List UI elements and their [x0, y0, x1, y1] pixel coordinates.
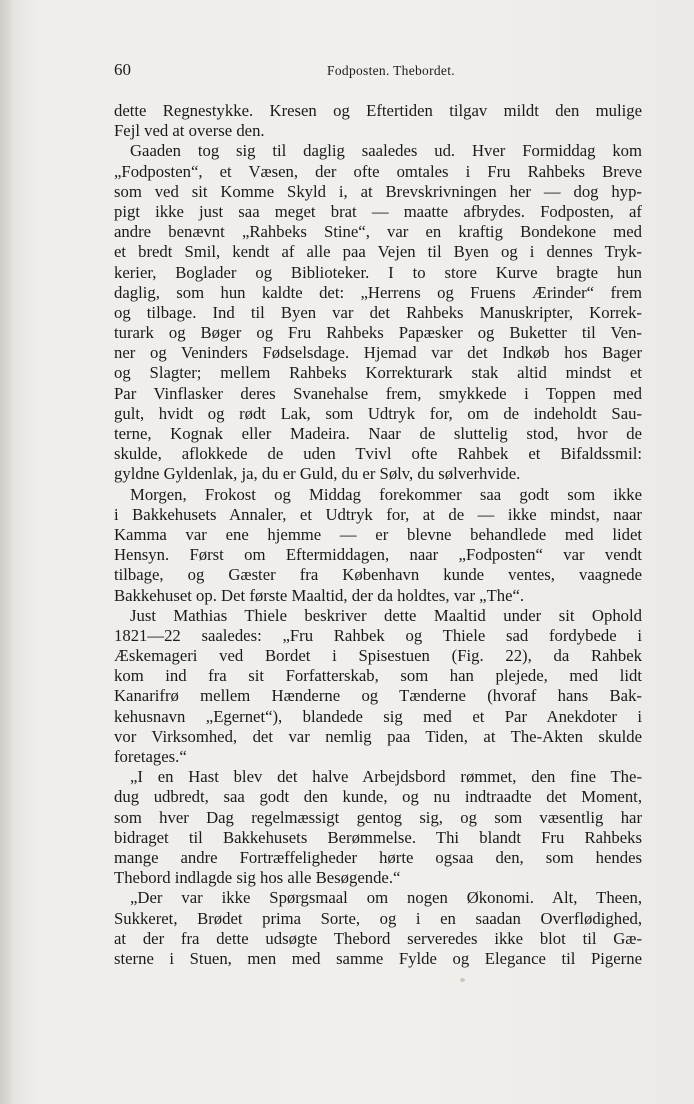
text-line: foretages.“	[114, 747, 187, 766]
text-line: pigt ikke just saa meget brat — maatte afbrydes. Fodposten, af	[114, 201, 642, 221]
text-line: gyldne Gyldenlak, ja, du er Guld, du er Sølv, du sølverhvide.	[114, 464, 521, 484]
text-line: „Fodposten“, et Væsen, der ofte omtales i Fru Rahbeks Breve	[114, 161, 642, 181]
text-line: kehusnavn „Egernet“), blandede sig med et Par Anekdoter i	[114, 706, 642, 726]
text-line: Just Mathias Thiele beskriver dette Maaltid under sit Ophold	[130, 605, 642, 625]
text-line: at der fra dette udsøgte Thebord serveredes ikke blot til Gæ-	[114, 928, 642, 948]
text-line: Par Vinflasker deres Svanehalse frem, smykkede i Toppen med	[114, 383, 642, 403]
text-line: og tilbage. Ind til Byen var det Rahbeks Manuskripter, Korrek-	[114, 302, 642, 322]
text-line: Æskemageri ved Bordet i Spisestuen (Fig. 22), da Rahbek	[114, 646, 642, 666]
page-header	[114, 60, 642, 84]
text-line: vor Virksomhed, det var nemlig paa Tiden, at The-Akten skulde	[114, 726, 642, 746]
text-line: kerier, Boglader og Biblioteker. I to store Kurve bragte hun	[114, 262, 642, 282]
text-line: dette Regnestykke. Kresen og Eftertiden tilgav mildt den mulige	[114, 101, 642, 120]
text-line: skulde, aflokkede de uden Tvivl ofte Rahbek et Bifaldssmil:	[114, 444, 642, 464]
text-line: som ved sit Komme Skyld i, at Brevskrivningen her — dog hyp-	[114, 181, 642, 201]
page-binding-shadow	[0, 0, 14, 1104]
text-line: sterne i Stuen, men med samme Fylde og Elegance til Pigerne	[114, 948, 642, 968]
text-line: mange andre Fortræffeligheder hørte ogsaa den, som hendes	[114, 847, 642, 867]
paper-speck	[460, 978, 465, 982]
text-line: Gaaden tog sig til daglig saaledes ud. Hver Formiddag kom	[130, 141, 642, 161]
text-line: Kamma var ene hjemme — er blevne behandlede med lidet	[114, 524, 642, 544]
text-line: Bakkehuset op. Det første Maaltid, der da holdtes, var „The“.	[114, 585, 525, 605]
text-line: et bredt Smil, kendt af alle paa Vejen til Byen og i dennes Tryk-	[114, 242, 642, 262]
text-line: Morgen, Frokost og Middag forekommer saa godt som ikke	[130, 484, 642, 504]
text-line: dug udbredt, saa godt den kunde, og nu indtraadte det Moment,	[114, 787, 642, 807]
text-line: Hensyn. Først om Eftermiddagen, naar „Fodposten“ var vendt	[114, 545, 642, 565]
text-line: „Der var ikke Spørgsmaal om nogen Økonomi. Alt, Theen,	[130, 888, 642, 908]
text-line: terne, Kognak eller Madeira. Naar de sluttelig stod, hvor de	[114, 424, 642, 443]
text-line: tilbage, og Gæster fra København kunde ventes, vaagnede	[114, 565, 642, 585]
text-line: Thebord indlagde sig hos alle Besøgende.“	[114, 868, 401, 888]
text-line: bidraget til Bakkehusets Berømmelse. Thi blandt Fru Rahbeks	[114, 827, 642, 847]
text-line: ner og Veninders Fødselsdage. Hjemad var det Indkøb hos Bager	[114, 343, 642, 363]
running-title: Fodposten. Thebordet.	[327, 63, 455, 78]
text-line: gult, hvidt og rødt Lak, som Udtryk for, om de indeholdt Sau-	[114, 403, 642, 423]
text-line: som hver Dag regelmæssigt gentog sig, og som væsentlig har	[114, 807, 642, 827]
text-line: og Slagter; mellem Rahbeks Korrekturark stak altid mindst et	[114, 363, 642, 383]
text-line: „I en Hast blev det halve Arbejdsbord rømmet, den fine The-	[130, 767, 642, 787]
text-line: Kanarifrø mellem Hænderne og Tænderne (hvoraf hans Bak-	[114, 686, 642, 706]
text-line: andre benævnt „Rahbeks Stine“, var en kraftig Bondekone med	[114, 222, 642, 242]
text-line: 1821—22 saaledes: „Fru Rahbek og Thiele sad fordybede i	[114, 625, 642, 645]
text-line: i Bakkehusets Annaler, et Udtryk for, at de — ikke mindst, naar	[114, 504, 642, 524]
text-line: Sukkeret, Brødet prima Sorte, og i en saadan Overflødighed,	[114, 908, 642, 928]
page-number: 60	[114, 60, 131, 79]
text-line: kom ind fra sit Forfatterskab, som han plejede, med lidt	[114, 666, 642, 686]
text-line: daglig, som hun kaldte det: „Herrens og Fruens Ærinder“ frem	[114, 282, 642, 302]
text-line: turark og Bøger og Fru Rahbeks Papæsker og Buketter til Ven-	[114, 323, 642, 343]
text-line: Fejl ved at overse den.	[114, 121, 265, 141]
body-text	[114, 101, 642, 969]
